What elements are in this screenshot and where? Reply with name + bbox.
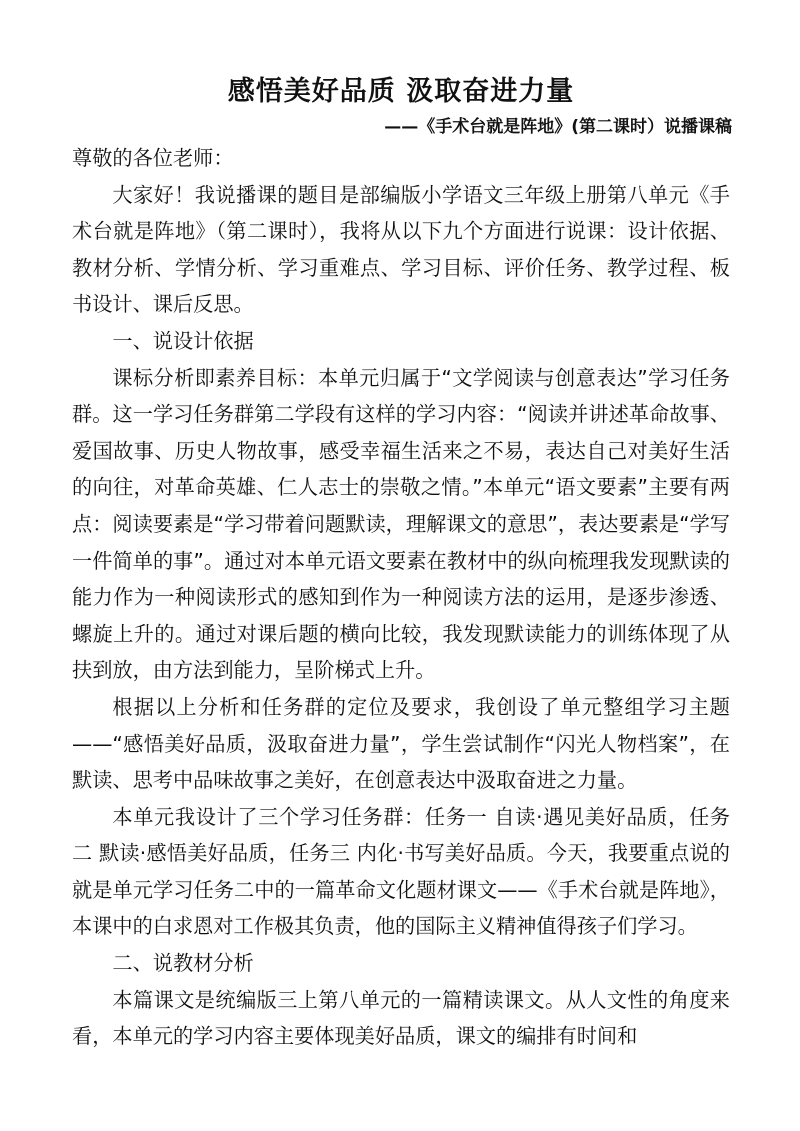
paragraph-textbook-analysis: 本篇课文是统编版三上第八单元的一篇精读课文。从人文性的角度来看，本单元的学习内容主要体现美好品质，课文的编排有时间和 xyxy=(72,987,730,1049)
document-subtitle: ——《手术台就是阵地》(第二课时）说播课稿 xyxy=(384,117,732,137)
section-heading-textbook-analysis: 二、说教材分析 xyxy=(112,951,254,976)
paragraph-task-groups: 本单元我设计了三个学习任务群：任务一 自读·遇见美好品质，任务二 默读·感悟美好品质，任务三 内化·书写美好品质。今天，我要重点说的就是单元学习任务二中的一篇革命文化题材课文——《手术台就是阵地》，本课中的白求恩对工作极其负责，他的国际主义精神值得孩子们学习。 xyxy=(72,804,730,939)
section-heading-design-basis: 一、说设计依据 xyxy=(112,328,254,353)
document-body xyxy=(72,140,730,1055)
document-title: 感悟美好品质 汲取奋进力量 xyxy=(227,76,575,107)
paragraph-unit-theme: 根据以上分析和任务群的定位及要求，我创设了单元整组学习主题——“感悟美好品质，汲取奋进力量”，学生尝试制作“闪光人物档案”，在默读、思考中品味故事之美好，在创意表达中汲取奋进之力量。 xyxy=(72,694,730,793)
paragraph-intro: 大家好！我说播课的题目是部编版小学语文三年级上册第八单元《手术台就是阵地》（第二课时），我将从以下九个方面进行说课：设计依据、教材分析、学情分析、学习重难点、学习目标、评价任务、教学过程、板书设计、课后反思。 xyxy=(72,182,730,317)
salutation: 尊敬的各位老师： xyxy=(72,146,234,170)
paragraph-curriculum-analysis: 课标分析即素养目标：本单元归属于“文学阅读与创意表达”学习任务群。这一学习任务群第二学段有这样的学习内容：“阅读并讲述革命故事、爱国故事、历史人物故事，感受幸福生活来之不易，表达自己对美好生活的向往，对革命英雄、仁人志士的崇敬之情。”本单元“语文要素”主要有两点：阅读要素是“学习带着问题默读，理解课文的意思”，表达要素是“学写一件简单的事”。通过对本单元语文要素在教材中的纵向梳理我发现默读的能力作为一种阅读形式的感知到作为一种阅读方法的运用，是逐步渗透、螺旋上升的。通过对课后题的横向比较，我发现默读能力的训练体现了从扶到放，由方法到能力，呈阶梯式上升。 xyxy=(72,365,730,683)
